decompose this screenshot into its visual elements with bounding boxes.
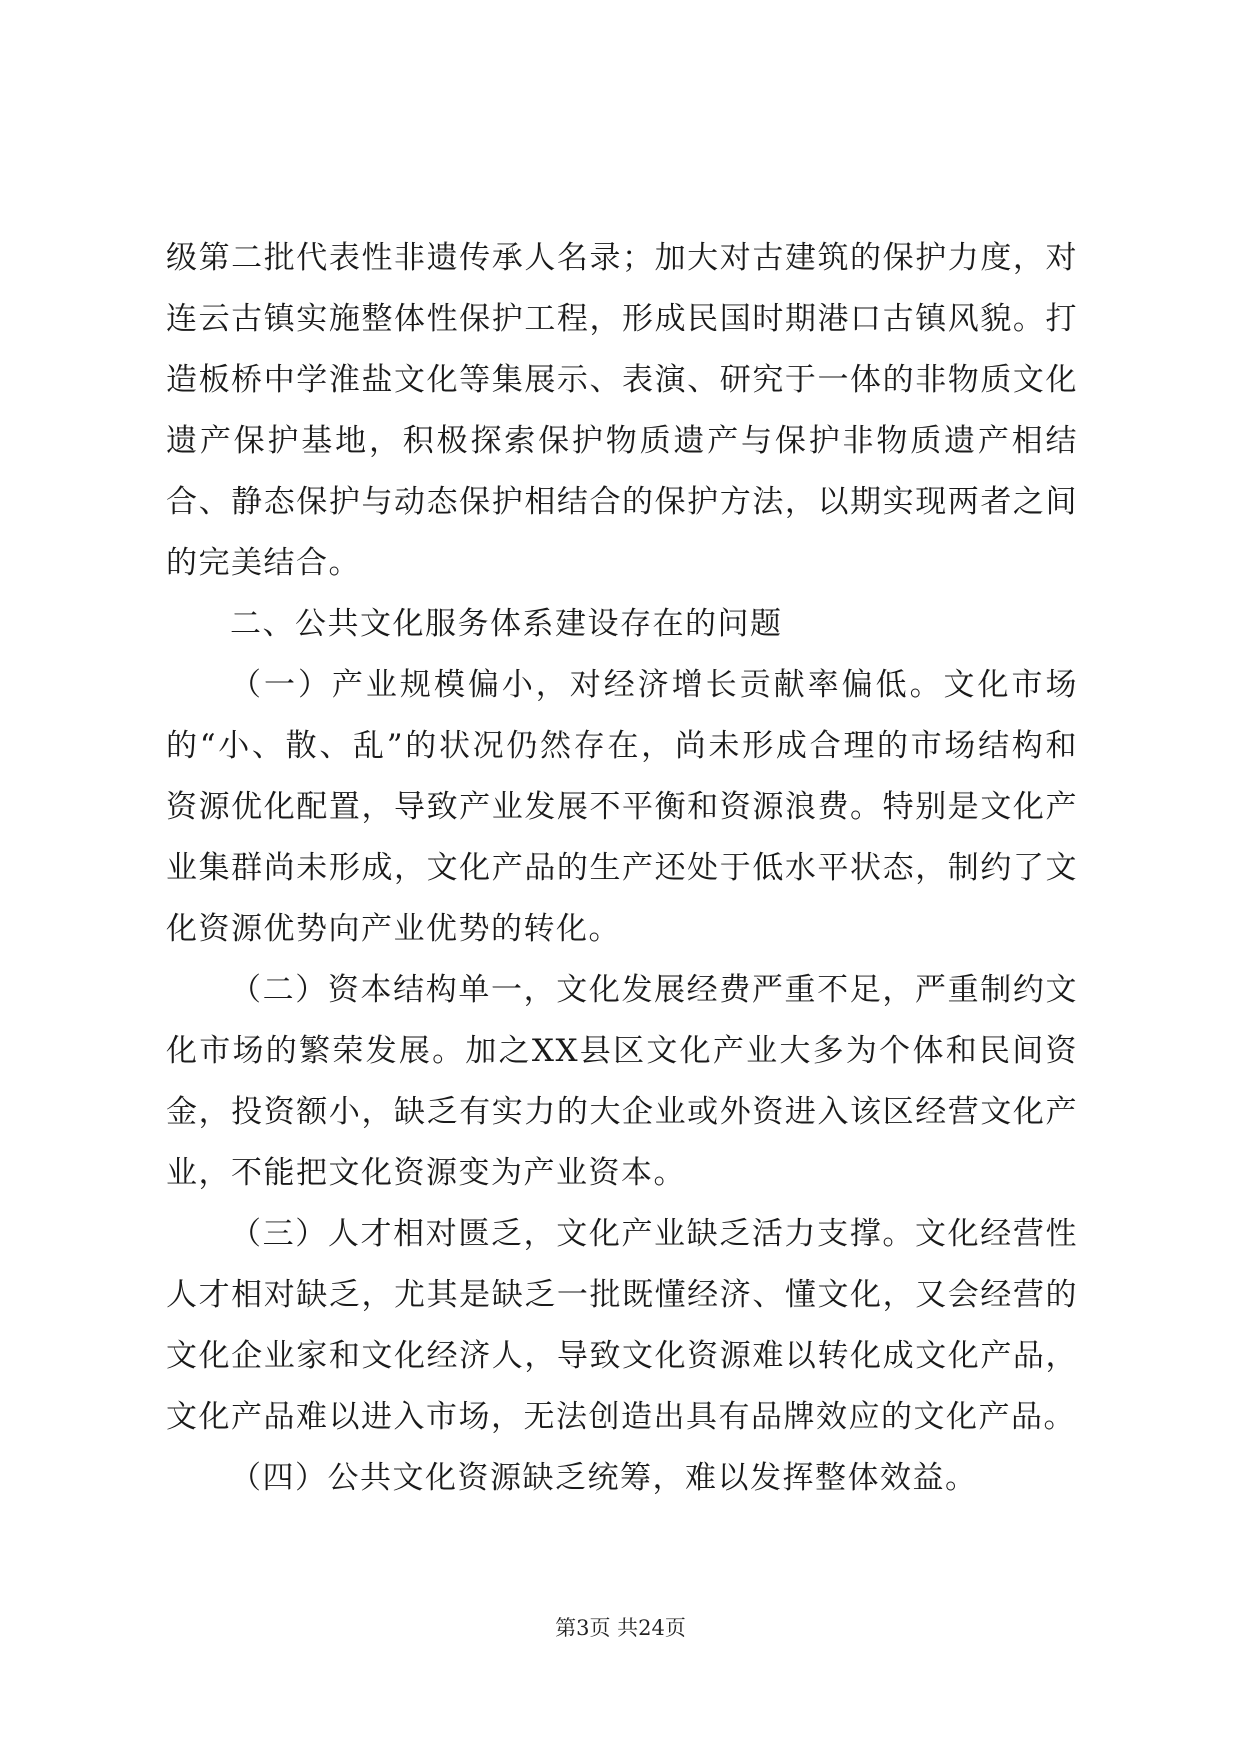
paragraph-continuation: 级第二批代表性非遗传承人名录；加大对古建筑的保护力度，对连云古镇实施整体性保护工程，形成民国时期港口古镇风貌。打造板桥中学淮盐文化等集展示、表演、研究于一体的非物质文化遗产保护基地，积极探索保护物质遗产与保护非物质遗产相结合、静态保护与动态保护相结合的保护方法，以期实现两者之间的完美结合。 — [166, 240, 1078, 581]
paragraph-item-2: （二）资本结构单一，文化发展经费严重不足，严重制约文化市场的繁荣发展。加之XX县区文化产业大多为个体和民间资金，投资额小，缺乏有实力的大企业或外资进入该区经营文化产业，不能把文化资源变为产业资本。 — [166, 972, 1078, 1191]
paragraph-item-4: （四）公共文化资源缺乏统筹，难以发挥整体效益。 — [230, 1460, 978, 1496]
document-body — [166, 228, 1078, 1509]
page-number-footer: 第3页 共24页 — [555, 1616, 686, 1640]
paragraph-item-3: （三）人才相对匮乏，文化产业缺乏活力支撑。文化经营性人才相对缺乏，尤其是缺乏一批既懂经济、懂文化，又会经营的文化企业家和文化经济人，导致文化资源难以转化成文化产品，文化产品难以进入市场，无法创造出具有品牌效应的文化产品。 — [166, 1216, 1078, 1435]
paragraph-item-1: （一）产业规模偏小，对经济增长贡献率偏低。文化市场的“小、散、乱”的状况仍然存在，尚未形成合理的市场结构和资源优化配置，导致产业发展不平衡和资源浪费。特别是文化产业集群尚未形成，文化产品的生产还处于低水平状态，制约了文化资源优势向产业优势的转化。 — [166, 667, 1078, 947]
section-heading: 二、公共文化服务体系建设存在的问题 — [230, 606, 783, 642]
